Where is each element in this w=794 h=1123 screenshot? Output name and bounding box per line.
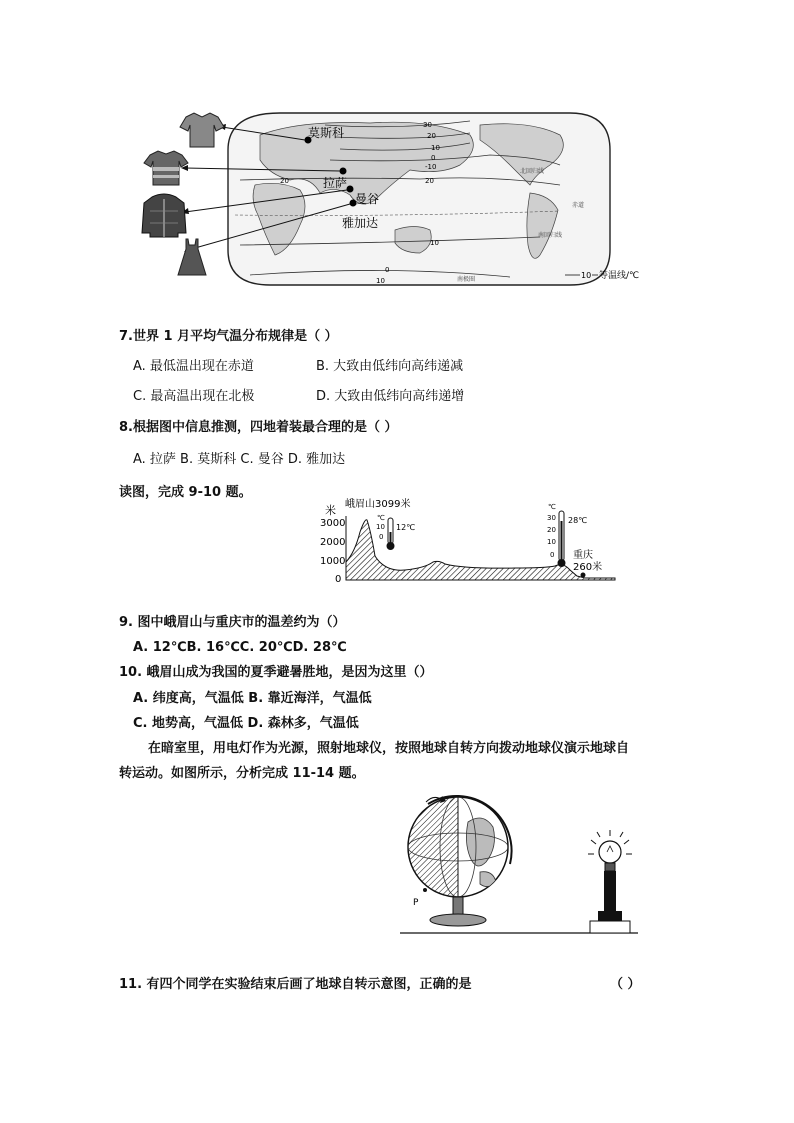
intro-11-14-line1: 在暗室里，用电灯作为光源，照射地球仪，按照地球自转方向拨动地球仪演示地球自 [148, 741, 630, 756]
q7-stem: 7.世界 1 月平均气温分布规律是（ ） [119, 329, 338, 344]
thermo1-unit: ℃ [377, 514, 385, 522]
city-elev: 260米 [573, 562, 603, 573]
thermo2-unit: ℃ [548, 503, 556, 511]
globe-icon [408, 792, 512, 926]
light-bulb-icon [588, 830, 632, 933]
y-tick: 3000 [320, 518, 346, 529]
isotherm-label: -10 [425, 163, 437, 171]
thermo2-tick: 10 [547, 538, 556, 546]
peak-label: 峨眉山3099米 [345, 499, 411, 510]
isotherm-label: 30 [423, 121, 432, 129]
q10-options-line1[interactable]: A. 纬度高，气温低 B. 靠近海洋，气温低 [133, 691, 372, 706]
city-jakarta-label: 雅加达 [342, 216, 379, 230]
isotherm-label: 20 [425, 177, 434, 185]
q7-option-c[interactable]: C. 最高温出现在北极 [133, 389, 255, 404]
down-jacket-icon [142, 194, 186, 237]
thermo2-tick: 0 [550, 551, 555, 559]
thermometer-1-icon [387, 518, 395, 550]
thermo2-reading: 28℃ [568, 516, 588, 525]
latitude-label: 北回归线 [520, 168, 545, 175]
city-lhasa-label: 拉萨 [323, 176, 348, 190]
elevation-profile-svg [315, 496, 620, 586]
isotherm-label: 20 [280, 177, 289, 185]
intro-11-14-line2: 转运动。如图所示，分析完成 11-14 题。 [119, 766, 365, 781]
q8-stem: 8.根据图中信息推测，四地着装最合理的是（ ） [119, 420, 398, 435]
city-moscow-label: 莫斯科 [308, 126, 345, 140]
legend-text: 等温线/℃ [599, 271, 640, 281]
q7-option-d[interactable]: D. 大致由低纬向高纬递增 [316, 389, 465, 404]
thermo2-tick: 20 [547, 526, 556, 534]
point-p-label: P [413, 898, 419, 908]
thermo1-tick: 10 [376, 523, 385, 531]
city-bangkok-label: 曼谷 [355, 192, 380, 206]
latitude-label: 南回归线 [538, 232, 563, 239]
clothing-map-figure [140, 105, 660, 295]
isotherm-label: 10 [431, 144, 440, 152]
y-unit-label: 米 [325, 504, 336, 517]
thermometer-2-icon [558, 511, 566, 567]
isotherm-label: 0 [431, 154, 436, 162]
thermo2-tick: 30 [547, 514, 556, 522]
short-sleeve-shirt-icon [180, 113, 224, 147]
q9-options[interactable]: A. 12℃B. 16℃C. 20℃D. 28℃ [133, 640, 347, 655]
q11-stem: 11. 有四个同学在实验结束后画了地球自转示意图，正确的是 [119, 977, 472, 992]
q7-option-b[interactable]: B. 大致由低纬向高纬递减 [316, 359, 464, 374]
thermo1-reading: 12℃ [396, 523, 416, 532]
legend-value: 10 [581, 271, 592, 280]
y-tick: 2000 [320, 537, 346, 548]
elevation-profile-figure [315, 496, 620, 586]
y-tick: 1000 [320, 556, 346, 567]
lhasa-dot [340, 168, 347, 175]
q10-stem: 10. 峨眉山成为我国的夏季避暑胜地，是因为这里（） [119, 665, 433, 680]
latitude-label: 南极圈 [457, 276, 476, 283]
globe-lamp-figure [398, 792, 648, 938]
isotherm-label: 20 [427, 132, 436, 140]
q9-stem: 9. 图中峨眉山与重庆市的温差约为（） [119, 615, 346, 630]
q11-blank: （ ） [610, 977, 641, 992]
bangkok-dot [347, 186, 354, 193]
isotherm-label: 10 [376, 277, 385, 285]
city-label: 重庆 [573, 550, 593, 561]
dress-icon [178, 239, 206, 275]
thermo1-tick: 0 [379, 533, 384, 541]
chongqing-dot [581, 573, 586, 578]
isotherm-label: 10 [430, 239, 439, 247]
world-map-svg [140, 105, 660, 295]
q8-options[interactable]: A. 拉萨 B. 莫斯科 C. 曼谷 D. 雅加达 [133, 452, 346, 467]
q10-options-line2[interactable]: C. 地势高，气温低 D. 森林多，气温低 [133, 716, 359, 731]
globe-lamp-svg [398, 792, 648, 938]
y-tick: 0 [335, 574, 342, 585]
isotherm-label: 0 [385, 266, 390, 274]
intro-9-10: 读图，完成 9-10 题。 [119, 485, 252, 500]
q7-option-a[interactable]: A. 最低温出现在赤道 [133, 359, 254, 374]
latitude-label: 赤道 [572, 202, 585, 209]
